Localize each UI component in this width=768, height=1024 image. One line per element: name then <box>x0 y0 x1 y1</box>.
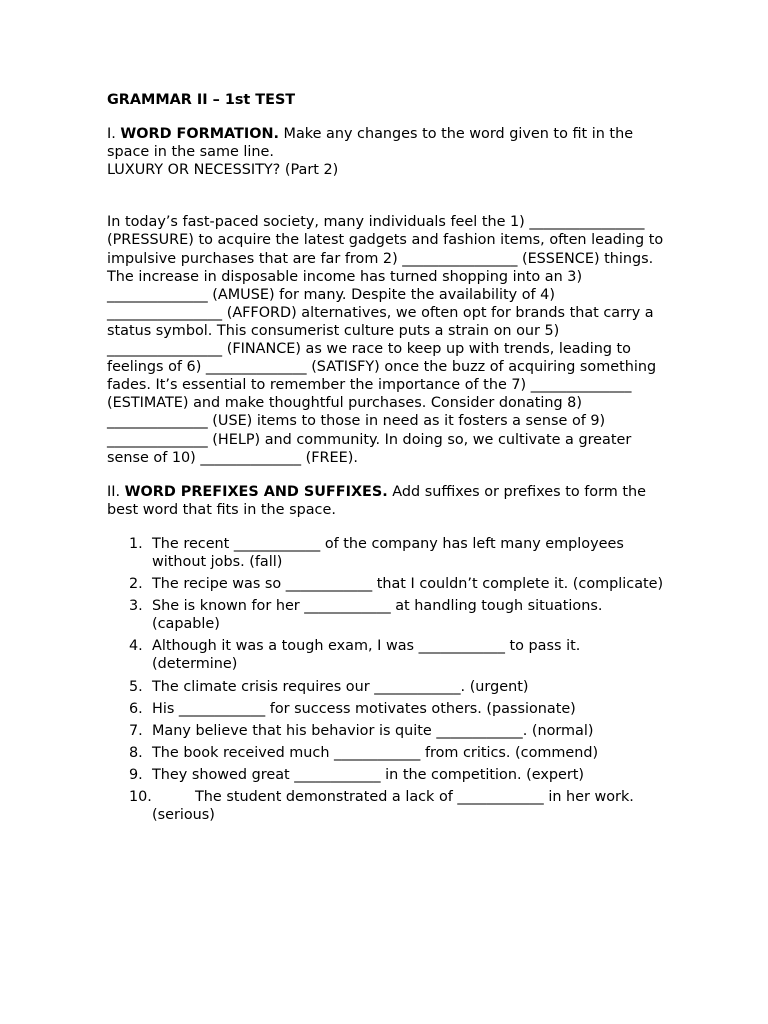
list-item <box>107 700 667 718</box>
item-number: 5. <box>129 678 143 695</box>
test-title: GRAMMAR II – 1st TEST <box>107 92 296 108</box>
list-item <box>107 597 667 633</box>
exercise-list <box>107 535 667 824</box>
section1-numeral: I. <box>107 126 116 143</box>
list-item <box>107 788 667 824</box>
item-text: They showed great ____________ in the competition. (expert) <box>152 766 585 783</box>
item-text: Many believe that his behavior is quite ____________. (normal) <box>152 722 594 739</box>
item-text: The book received much ____________ from critics. (commend) <box>152 744 599 761</box>
section2-numeral: II. <box>107 483 121 500</box>
item-number: 10. <box>129 789 152 805</box>
item-number: 7. <box>129 722 143 739</box>
section1-header <box>107 125 667 161</box>
item-text: The recipe was so ____________ that I couldn’t complete it. (complicate) <box>152 576 664 593</box>
section1-instruction: Make any changes to the word given to fit in the space in the same line. <box>107 126 634 161</box>
section2-heading: WORD PREFIXES AND SUFFIXES. <box>124 483 388 500</box>
item-text: The climate crisis requires our ____________. (urgent) <box>152 678 529 695</box>
item-text: His ____________ for success motivates others. (passionate) <box>152 700 576 717</box>
list-item <box>107 678 667 696</box>
section-word-formation <box>107 125 667 467</box>
item-text: She is known for her ____________ at handling tough situations. (capable) <box>152 598 603 633</box>
test-document <box>107 91 667 824</box>
section2-header <box>107 483 667 519</box>
word-formation-passage: In today’s fast-paced society, many individuals feel the 1) ________________ (PRESSURE) to acquire the latest gadgets and fashion items, often leading to impulsive purchases that are far from 2) ________________ (ESSENCE) things. The increase in disposable income has turned shopping into an 3) ______________ (AMUSE) for many. Despite the availability of 4) ________________ (AFFORD) alternatives, we often opt for brands that carry a status symbol. This consumerist culture puts a strain on our 5) ________________ (FINANCE) as we race to keep up with trends, leading to feelings of 6) ______________ (SATISFY) once the buzz of acquiring something fades. It’s essential to remember the importance of the 7) ______________ (ESTIMATE) and make thoughtful purchases. Consider donating 8) ______________ (USE) items to those in need as it fosters a sense of 9) ______________ (HELP) and community. In doing so, we cultivate a greater sense of 10) ______________ (FREE). <box>107 214 664 466</box>
item-number: 1. <box>129 535 143 552</box>
item-number: 4. <box>129 638 143 655</box>
item-number: 9. <box>129 766 143 783</box>
item-text: The student demonstrated a lack of ____________ in her work. (serious) <box>152 789 634 824</box>
item-number: 3. <box>129 598 143 615</box>
section1-heading: WORD FORMATION. <box>120 126 279 143</box>
passage-title: LUXURY OR NECESSITY? (Part 2) <box>107 162 339 179</box>
list-item <box>107 744 667 762</box>
list-item <box>107 575 667 593</box>
item-number: 6. <box>129 700 143 717</box>
item-text: The recent ____________ of the company has left many employees without jobs. (fall) <box>152 535 624 570</box>
section-prefixes-suffixes <box>107 483 667 825</box>
item-text: Although it was a tough exam, I was ____________ to pass it. (determine) <box>152 638 581 673</box>
list-item <box>107 637 667 673</box>
section2-instruction: Add suffixes or prefixes to form the best word that fits in the space. <box>107 483 646 518</box>
list-item <box>107 766 667 784</box>
item-number: 8. <box>129 744 143 761</box>
item-number: 2. <box>129 576 143 593</box>
list-item <box>107 722 667 740</box>
list-item <box>107 535 667 571</box>
